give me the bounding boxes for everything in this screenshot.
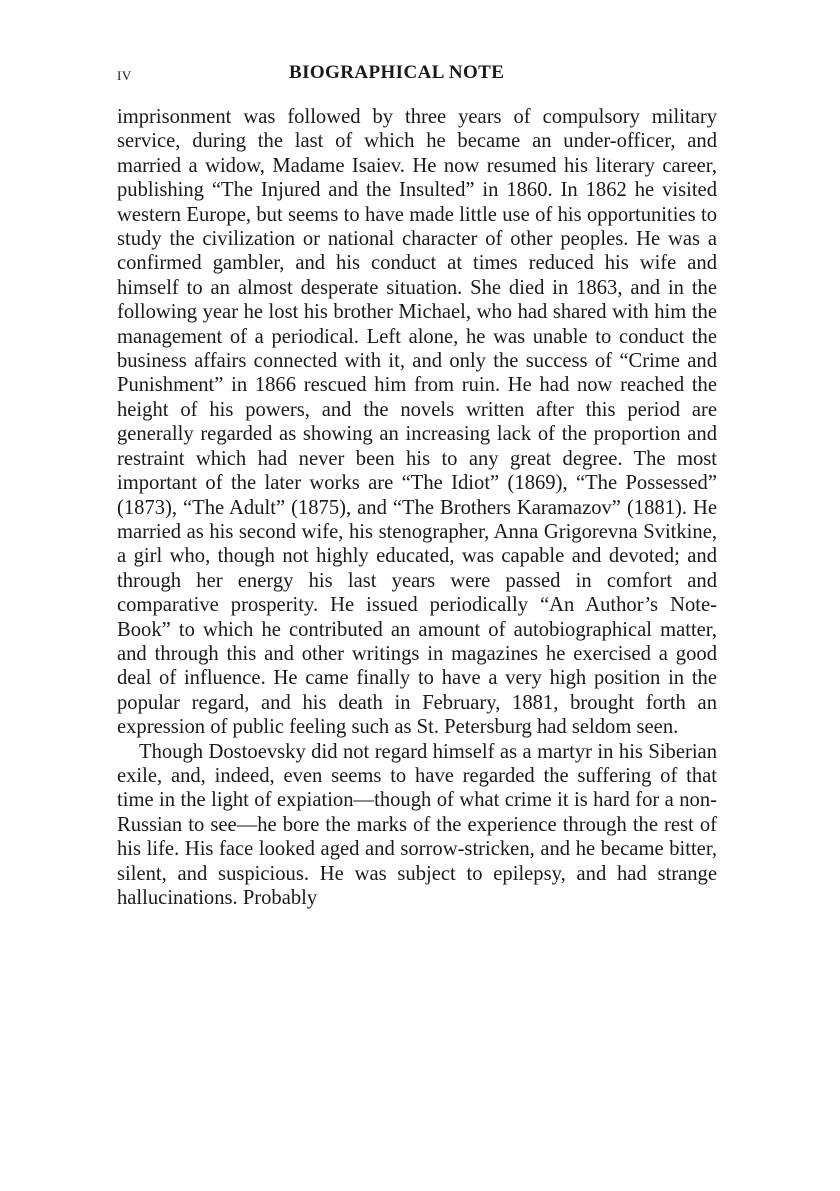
book-page (117, 62, 717, 910)
page-number: iv (117, 64, 132, 84)
running-title: BIOGRAPHICAL NOTE (289, 62, 505, 83)
paragraph: Though Dostoevsky did not regard himself as a martyr in his Siberian exile, and, indeed, even seems to have regarded the suffering of that time in the light of expiation—though of what crime it is hard for a non-Russian to see—he bore the marks of the experience through the rest of his life. His face looked aged and sorrow-stricken, and he became bitter, silent, and suspicious. He was subject to epilepsy, and had strange hallucinations. Probably (117, 740, 717, 909)
body-text (117, 105, 717, 910)
running-head (117, 62, 717, 92)
paragraph-continued: imprisonment was followed by three years of compulsory military service, during the last of which he became an under-officer, and married a widow, Madame Isaiev. He now resumed his literary career, publishing “The Injured and the Insulted” in 1860. In 1862 he visited western Europe, but seems to have made little use of his opportunities to study the civilization or national character of other peoples. He was a confirmed gambler, and his conduct at times reduced his wife and himself to an almost desperate situation. She died in 1863, and in the following year he lost his brother Michael, who had shared with him the management of a periodical. Left alone, he was unable to conduct the business affairs connected with it, and only the success of “Crime and Punishment” in 1866 rescued him from ruin. He had now reached the height of his powers, and the novels written after this period are generally regarded as showing an increasing lack of the proportion and restraint which had never been his to any great degree. The most important of the later works are “The Idiot” (1869), “The Possessed” (1873), “The Adult” (1875), and “The Brothers Karamazov” (1881). He married as his second wife, his stenographer, Anna Grigorevna Svitkine, a girl who, though not highly educated, was capable and devoted; and through her energy his last years were passed in comfort and comparative prosperity. He issued periodically “An Author’s Note-Book” to which he contributed an amount of autobiographical matter, and through this and other writings in magazines he exercised a good deal of influence. He came finally to have a very high position in the popular regard, and his death in February, 1881, brought forth an expression of public feeling such as St. Petersburg had seldom seen. (117, 106, 717, 739)
